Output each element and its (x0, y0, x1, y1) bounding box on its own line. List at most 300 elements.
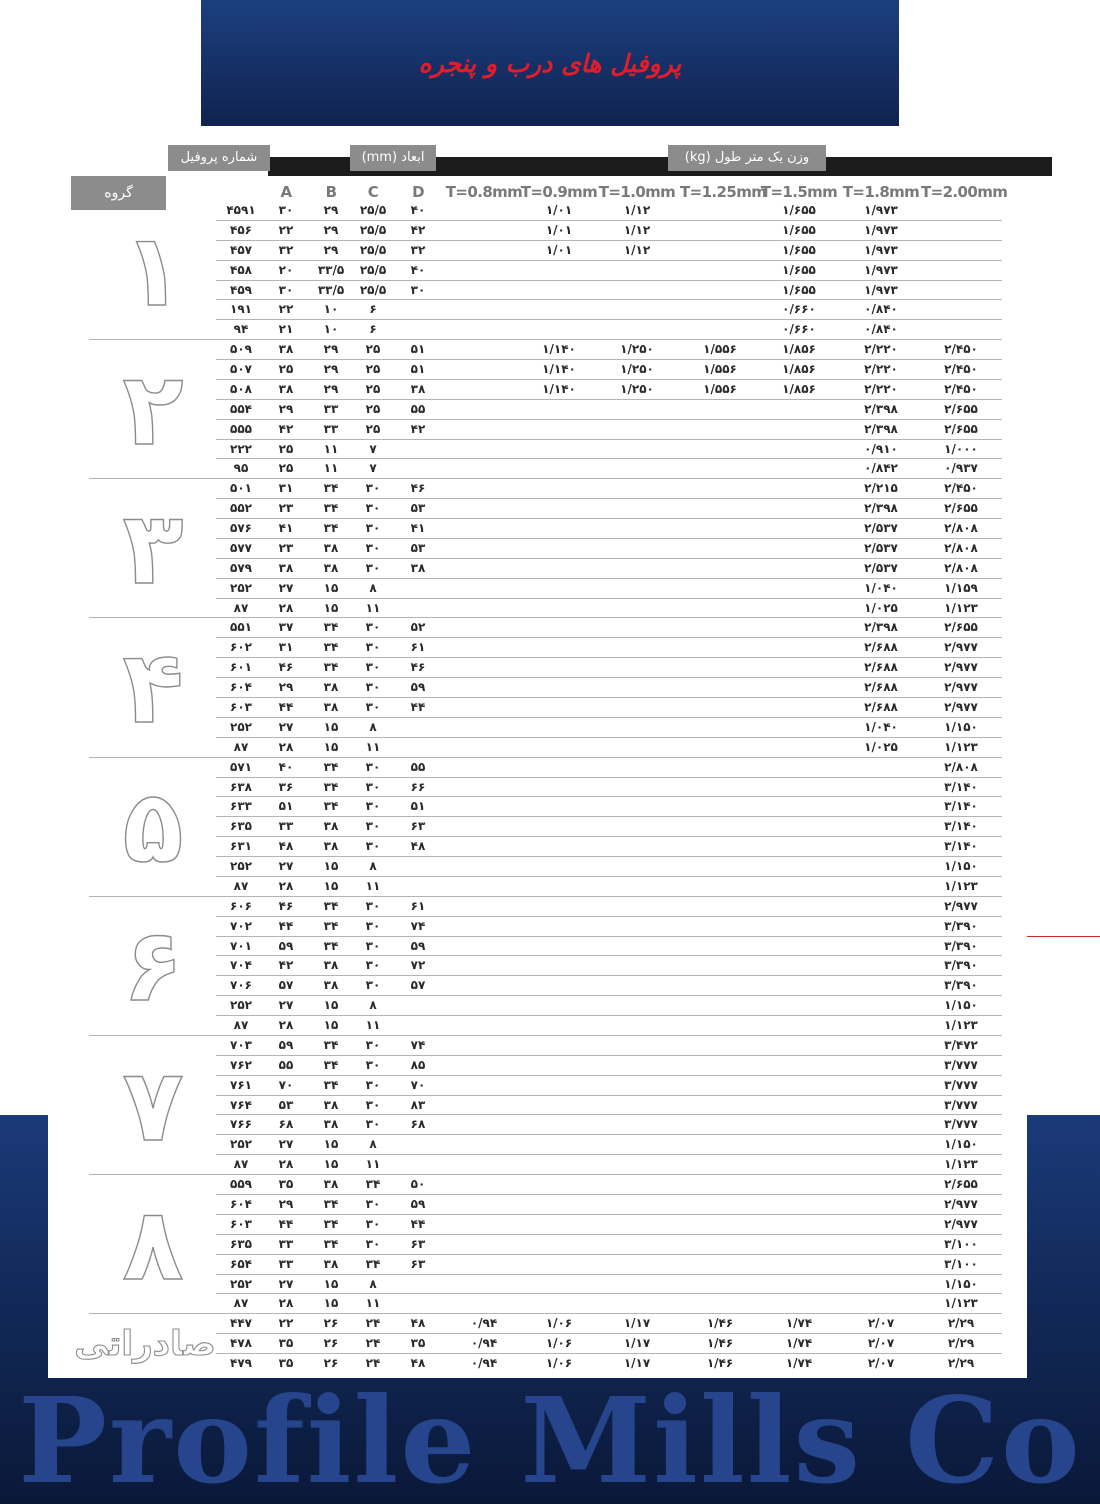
table-cell: ۳۳ (323, 401, 339, 416)
profile-number-cell: ۶۰۳ (230, 700, 252, 714)
table-cell: ۲۴ (365, 1336, 381, 1351)
profile-number-cell: ۲۵۲ (230, 1137, 252, 1152)
table-cell: ۶۶ (410, 779, 426, 794)
table-cell: ۲/۲۱۵ (864, 481, 898, 496)
table-cell: ۵۹ (410, 938, 426, 953)
table-cell: ۲/۶۸۸ (864, 700, 898, 714)
table-cell: ۳۵ (278, 1336, 294, 1351)
table-cell: ۰/۹۴ (470, 1316, 498, 1331)
table-cell: ۱/۱۲ (623, 222, 651, 237)
table-cell: ۳۸ (323, 978, 339, 993)
table-cell: ۳۰ (365, 700, 381, 714)
table-cell: ۳۰ (365, 938, 381, 953)
table-cell: ۲۹ (323, 362, 339, 377)
table-cell: ۵۵ (410, 401, 426, 416)
table-cell: ۳۰ (365, 481, 381, 496)
table-cell: ۱/۴۶ (706, 1336, 734, 1351)
profile-number-cell: ۶۳۸ (230, 779, 252, 794)
profile-number-cell: ۴۴۷ (230, 1316, 252, 1331)
table-cell: ۵۹ (278, 1037, 294, 1052)
table-cell: ۰/۹۳۷ (944, 461, 978, 476)
table-cell: ۳۰ (365, 1197, 381, 1211)
table-cell: ۳۸ (278, 342, 294, 357)
table-cell: ۳۴ (323, 1077, 339, 1092)
table-cell: ۳۴ (323, 938, 339, 953)
table-cell: ۲/۰۷ (867, 1336, 895, 1351)
table-cell: ۳۰ (365, 1216, 381, 1231)
profile-number-cell: ۹۵ (233, 461, 249, 476)
title-banner (201, 0, 899, 126)
table-cell: ۴۰ (410, 262, 426, 277)
table-cell: ۲/۶۵۵ (944, 1177, 978, 1192)
table-cell: ۴۲ (278, 421, 294, 436)
table-cell: ۷۰ (410, 1077, 426, 1092)
table-cell: ۵۵ (410, 759, 426, 774)
table-cell: ۱۱ (365, 600, 381, 615)
table-cell: ۳۴ (323, 799, 339, 814)
table-cell: ۵۱ (410, 799, 426, 814)
table-cell: ۲/۳۹۸ (864, 501, 898, 516)
table-cell: ۱/۹۷۳ (864, 242, 898, 257)
table-cell: ۲/۹۷۷ (944, 898, 978, 913)
table-cell: ۳۴ (323, 759, 339, 774)
group-label: گروه (71, 176, 166, 210)
table-cell: ۳۱ (278, 640, 294, 655)
table-cell: ۲/۲۹ (947, 1336, 975, 1351)
profile-number-cell: ۷۶۴ (230, 1097, 252, 1112)
profile-table-panel (48, 150, 1027, 1378)
column-header: A (280, 183, 292, 201)
table-cell: ۴۱ (410, 521, 426, 536)
table-cell: ۳۰ (365, 521, 381, 536)
table-cell: ۳/۱۰۰ (944, 1256, 978, 1271)
table-cell: ۵۱ (410, 342, 426, 357)
table-cell: ۱۵ (323, 1296, 339, 1311)
table-cell: ۱/۰۱ (545, 203, 573, 217)
table-cell: ۳۸ (410, 381, 426, 396)
table-cell: ۲/۲۲۰ (864, 381, 898, 396)
table-cell: ۴۲ (410, 421, 426, 436)
table-cell: ۱/۵۵۶ (703, 381, 737, 396)
table-cell: ۳۴ (365, 1256, 381, 1271)
table-cell: ۳/۱۴۰ (944, 799, 978, 814)
column-header: T=0.8mm (445, 183, 523, 201)
table-cell: ۳۰ (365, 1236, 381, 1251)
table-cell: ۲۷ (278, 1276, 294, 1291)
table-cell: ۰/۶۶۰ (782, 322, 816, 337)
table-cell: ۲/۸۰۸ (944, 521, 978, 536)
profile-number-cell: ۶۰۳ (230, 1216, 252, 1231)
table-cell: ۱۵ (323, 1137, 339, 1152)
table-cell: ۳۰ (365, 839, 381, 854)
table-cell: ۳۴ (365, 1177, 381, 1192)
table-cell: ۲۸ (278, 1157, 294, 1172)
table-cell: ۳۸ (323, 560, 339, 575)
group-number-label: صادراتی (74, 1324, 216, 1365)
group-number-label: ۵ (122, 768, 184, 886)
table-cell: ۵۹ (410, 1197, 426, 1211)
table-cell: ۱۱ (365, 1018, 381, 1033)
profile-number-cell: ۵۰۹ (230, 342, 252, 357)
profile-number-cell: ۹۴ (233, 322, 249, 337)
table-cell: ۲۶ (323, 1336, 339, 1351)
table-cell: ۳۰ (410, 282, 426, 297)
table-cell: ۳۰ (365, 1037, 381, 1052)
table-cell: ۳/۳۹۰ (944, 978, 978, 993)
table-cell: ۳۰ (365, 978, 381, 993)
profile-number-cell: ۷۶۲ (230, 1057, 252, 1072)
table-cell: ۷۰ (278, 1077, 294, 1092)
table-cell: ۴۲ (410, 222, 426, 237)
table-cell: ۲۵ (365, 421, 381, 436)
table-cell: ۱/۰۴۰ (864, 719, 898, 734)
profile-number-cell: ۵۷۷ (230, 540, 252, 555)
table-cell: ۴۸ (410, 1316, 426, 1331)
table-cell: ۳۴ (323, 521, 339, 536)
table-cell: ۵۵ (278, 1057, 294, 1072)
table-cell: ۲۷ (278, 580, 294, 595)
column-header: T=0.9mm (520, 183, 598, 201)
table-cell: ۳۰ (365, 759, 381, 774)
table-cell: ۳۳ (278, 819, 294, 834)
table-cell: ۵۹ (410, 680, 426, 695)
table-cell: ۱/۰۲۵ (864, 600, 898, 615)
table-cell: ۴۴ (410, 700, 426, 714)
table-cell: ۲/۶۸۸ (864, 660, 898, 675)
table-cell: ۲۲ (278, 1316, 294, 1331)
table-cell: ۵۳ (278, 1097, 294, 1112)
column-header: T=1.0mm (598, 183, 676, 201)
table-cell: ۳/۷۷۷ (944, 1097, 978, 1112)
table-cell: ۳۴ (323, 898, 339, 913)
table-cell: ۲۹ (278, 680, 294, 695)
profile-number-cell: ۲۵۲ (230, 859, 252, 874)
table-cell: ۲۵ (365, 362, 381, 377)
table-cell: ۴۱ (278, 521, 294, 536)
table-cell: ۳۸ (323, 680, 339, 695)
table-cell: ۷۴ (410, 1037, 426, 1052)
table-cell: ۳۴ (323, 1197, 339, 1211)
profile-number-cell: ۵۷۹ (230, 560, 252, 575)
table-cell: ۱/۰۲۵ (864, 739, 898, 754)
table-cell: ۲/۶۵۵ (944, 401, 978, 416)
table-cell: ۱۵ (323, 998, 339, 1013)
table-cell: ۳۸ (323, 839, 339, 854)
profile-number-cell: ۷۶۱ (230, 1077, 252, 1092)
table-cell: ۴۴ (278, 1216, 294, 1231)
table-cell: ۴۸ (410, 839, 426, 854)
table-cell: ۴۴ (278, 700, 294, 714)
decorative-red-line (1027, 936, 1100, 937)
group-number-label: ۴ (122, 629, 184, 747)
table-cell: ۲/۹۷۷ (944, 700, 978, 714)
group-number-label: ۶ (122, 907, 184, 1025)
profile-number-cell: ۷۰۲ (230, 918, 252, 933)
profile-number-cell: ۸۷ (233, 1296, 249, 1311)
table-cell: ۲/۸۰۸ (944, 540, 978, 555)
table-cell: ۵۳ (410, 501, 426, 516)
table-cell: ۶۱ (410, 640, 426, 655)
table-cell: ۳/۱۰۰ (944, 1236, 978, 1251)
table-cell: ۱/۱۵۰ (944, 1276, 978, 1291)
profile-number-cell: ۲۵۲ (230, 998, 252, 1013)
profile-number-cell: ۷۶۶ (230, 1117, 252, 1132)
table-cell: ۳۸ (323, 540, 339, 555)
table-cell: ۲/۳۹۸ (864, 401, 898, 416)
profile-number-cell: ۴۵۷ (230, 242, 252, 257)
table-cell: ۱/۱۲۳ (944, 600, 978, 615)
table-cell: ۲/۶۸۸ (864, 680, 898, 695)
table-cell: ۳۸ (278, 560, 294, 575)
table-cell: ۸ (369, 1137, 377, 1152)
table-cell: ۳۰ (278, 282, 294, 297)
table-cell: ۱۱ (365, 878, 381, 893)
table-cell: ۳۸ (323, 1177, 339, 1192)
table-cell: ۱/۶۵۵ (782, 242, 816, 257)
table-cell: ۳/۱۴۰ (944, 779, 978, 794)
table-cell: ۲/۹۷۷ (944, 1216, 978, 1231)
table-cell: ۳۴ (323, 501, 339, 516)
table-cell: ۸ (369, 998, 377, 1013)
table-cell: ۱/۰۶ (545, 1336, 573, 1351)
table-cell: ۲۵ (365, 381, 381, 396)
table-cell: ۲/۴۵۰ (944, 381, 978, 396)
table-cell: ۴۶ (278, 898, 294, 913)
column-header: B (325, 183, 337, 201)
table-cell: ۱/۵۵۶ (703, 362, 737, 377)
profile-number-cell: ۶۰۶ (230, 898, 252, 913)
table-cell: ۳۰ (365, 958, 381, 973)
table-cell: ۱/۱۵۰ (944, 1137, 978, 1152)
table-cell: ۳/۷۷۷ (944, 1117, 978, 1132)
table-cell: ۱/۴۶ (706, 1316, 734, 1331)
table-cell: ۴۰ (278, 759, 294, 774)
table-cell: ۳۰ (365, 540, 381, 555)
profile-number-cell: ۶۵۴ (230, 1256, 252, 1271)
table-cell: ۰/۹۱۰ (864, 441, 898, 456)
table-cell: ۳۴ (323, 660, 339, 675)
table-cell: ۳۵ (278, 1177, 294, 1192)
column-header: T=1.8mm (842, 183, 920, 201)
table-cell: ۷۴ (410, 918, 426, 933)
table-cell: ۱/۰۶ (545, 1316, 573, 1331)
table-cell: ۱/۷۴ (785, 1356, 813, 1371)
table-cell: ۳۸ (323, 700, 339, 714)
table-cell: ۴۶ (278, 660, 294, 675)
table-cell: ۲۹ (323, 242, 339, 257)
table-cell: ۳۸ (323, 819, 339, 834)
table-cell: ۱۵ (323, 739, 339, 754)
table-cell: ۳/۱۴۰ (944, 819, 978, 834)
table-cell: ۱/۱۴۰ (542, 381, 576, 396)
table-cell: ۰/۹۴ (470, 1356, 498, 1371)
table-cell: ۱/۲۵۰ (620, 342, 654, 357)
table-cell: ۲/۹۷۷ (944, 1197, 978, 1211)
profile-number-cell: ۴۵۹۱ (226, 203, 256, 217)
profile-number-cell: ۸۷ (233, 1157, 249, 1172)
table-cell: ۱/۹۷۳ (864, 282, 898, 297)
group-number-label: ۷ (122, 1046, 184, 1164)
table-cell: ۲/۹۷۷ (944, 660, 978, 675)
table-cell: ۱/۱۲۳ (944, 1157, 978, 1172)
table-cell: ۱۰ (323, 302, 339, 317)
table-cell: ۴۸ (278, 839, 294, 854)
company-watermark: Profile Mills Co (18, 1378, 1082, 1504)
table-cell: ۲۵/۵ (359, 203, 387, 217)
table-cell: ۲۵/۵ (359, 222, 387, 237)
table-cell: ۲۷ (278, 859, 294, 874)
profile-number-cell: ۵۰۱ (230, 481, 252, 496)
table-cell: ۱۵ (323, 719, 339, 734)
table-cell: ۲۵ (278, 362, 294, 377)
table-cell: ۱۰ (323, 322, 339, 337)
table-cell: ۳۸ (278, 381, 294, 396)
table-cell: ۳۰ (365, 819, 381, 834)
table-cell: ۱/۱۵۰ (944, 719, 978, 734)
weight-per-meter-label: وزن یک متر طول (kg) (668, 145, 826, 171)
profile-number-cell: ۴۷۹ (230, 1356, 252, 1371)
table-cell: ۳۰ (365, 779, 381, 794)
table-cell: ۳۰ (365, 660, 381, 675)
dimensions-label: ابعاد (mm) (350, 145, 436, 171)
table-cell: ۱/۰۱ (545, 222, 573, 237)
table-cell: ۱/۷۴ (785, 1316, 813, 1331)
table-cell: ۴۴ (410, 1216, 426, 1231)
table-cell: ۳۰ (365, 1097, 381, 1112)
profile-number-cell: ۷۰۳ (230, 1037, 252, 1052)
table-cell: ۲۸ (278, 739, 294, 754)
table-cell: ۳۴ (323, 620, 339, 635)
profile-number-cell: ۵۰۸ (230, 381, 252, 396)
table-cell: ۶ (369, 302, 377, 317)
column-header: C (367, 183, 379, 201)
profile-number-cell: ۶۳۵ (230, 1236, 252, 1251)
profile-number-cell: ۶۳۱ (230, 839, 252, 854)
table-cell: ۸ (369, 719, 377, 734)
table-cell: ۱۱ (365, 1296, 381, 1311)
table-cell: ۳۴ (323, 1057, 339, 1072)
table-cell: ۳۰ (365, 898, 381, 913)
profile-number-cell: ۸۷ (233, 739, 249, 754)
profile-number-cell: ۵۵۹ (230, 1177, 252, 1192)
table-cell: ۳۱ (278, 481, 294, 496)
table-cell: ۲۹ (323, 342, 339, 357)
table-cell: ۳۳/۵ (317, 262, 345, 277)
table-cell: ۱/۱۲ (623, 242, 651, 257)
table-cell: ۳۴ (323, 1216, 339, 1231)
table-cell: ۳۰ (365, 1117, 381, 1132)
table-cell: ۶۳ (410, 1236, 426, 1251)
table-cell: ۳۸ (410, 560, 426, 575)
table-cell: ۱/۸۵۶ (782, 362, 816, 377)
profile-number-cell: ۴۷۸ (230, 1336, 252, 1351)
table-cell: ۱/۱۲ (623, 203, 651, 217)
profile-number-cell: ۸۷ (233, 878, 249, 893)
profile-number-cell: ۲۲۲ (230, 441, 252, 456)
table-cell: ۲۳ (278, 540, 294, 555)
table-cell: ۵۳ (410, 540, 426, 555)
table-cell: ۷ (369, 441, 377, 456)
table-cell: ۱۱ (365, 739, 381, 754)
table-cell: ۱/۸۵۶ (782, 381, 816, 396)
table-cell: ۲۹ (323, 222, 339, 237)
profile-number-cell: ۶۳۳ (230, 799, 252, 814)
table-cell: ۲۷ (278, 1137, 294, 1152)
table-cell: ۳/۷۷۷ (944, 1057, 978, 1072)
table-cell: ۷ (369, 461, 377, 476)
table-cell: ۳۴ (323, 779, 339, 794)
table-cell: ۱۵ (323, 1276, 339, 1291)
table-cell: ۵۱ (278, 799, 294, 814)
column-header: D (412, 183, 424, 201)
table-cell: ۱/۱۲۳ (944, 1296, 978, 1311)
table-cell: ۲۵ (278, 441, 294, 456)
profile-number-cell: ۴۵۹ (230, 282, 252, 297)
table-cell: ۲۵ (365, 401, 381, 416)
profile-number-cell: ۶۰۴ (230, 680, 252, 695)
table-cell: ۱/۲۵۰ (620, 381, 654, 396)
table-cell: ۲۹ (278, 1197, 294, 1211)
table-cell: ۱/۰۰۰ (944, 441, 978, 456)
table-cell: ۳۴ (323, 481, 339, 496)
table-cell: ۱/۹۷۳ (864, 222, 898, 237)
profile-number-cell: ۶۰۱ (230, 660, 252, 675)
table-cell: ۶۳ (410, 819, 426, 834)
table-cell: ۵۷ (410, 978, 426, 993)
table-cell: ۲/۲۲۰ (864, 362, 898, 377)
table-cell: ۰/۸۴۲ (864, 461, 898, 476)
table-cell: ۴۰ (410, 203, 426, 217)
table-cell: ۳۰ (365, 501, 381, 516)
table-cell: ۵۹ (278, 938, 294, 953)
table-cell: ۳۳ (278, 1256, 294, 1271)
table-cell: ۱/۶۵۵ (782, 282, 816, 297)
table-cell: ۲/۶۵۵ (944, 620, 978, 635)
table-cell: ۳۸ (323, 1256, 339, 1271)
table-cell: ۳/۴۷۲ (944, 1037, 978, 1052)
table-cell: ۱/۰۴۰ (864, 580, 898, 595)
profile-number-cell: ۵۷۶ (230, 521, 252, 536)
table-cell: ۷۲ (410, 958, 426, 973)
table-cell: ۲/۴۵۰ (944, 481, 978, 496)
table-cell: ۳/۳۹۰ (944, 938, 978, 953)
table-cell: ۱/۱۷ (623, 1316, 651, 1331)
table-cell: ۳/۳۹۰ (944, 958, 978, 973)
table-cell: ۲/۲۹ (947, 1316, 975, 1331)
profile-number-cell: ۲۵۲ (230, 1276, 252, 1291)
table-cell: ۱/۱۵۰ (944, 859, 978, 874)
table-cell: ۶۳ (410, 1256, 426, 1271)
table-cell: ۱۵ (323, 859, 339, 874)
table-cell: ۲/۰۷ (867, 1356, 895, 1371)
table-cell: ۸ (369, 859, 377, 874)
table-cell: ۲/۴۵۰ (944, 342, 978, 357)
table-cell: ۳۵ (410, 1336, 426, 1351)
profile-number-cell: ۷۰۴ (230, 958, 252, 973)
table-cell: ۲/۴۵۰ (944, 362, 978, 377)
table-cell: ۲۱ (278, 322, 294, 337)
table-cell: ۱/۹۷۳ (864, 203, 898, 217)
table-cell: ۲/۶۵۵ (944, 501, 978, 516)
column-header: T=1.25mm (680, 183, 767, 201)
table-cell: ۲۸ (278, 878, 294, 893)
table-cell: ۲/۰۷ (867, 1316, 895, 1331)
table-cell: ۱/۶۵۵ (782, 203, 816, 217)
table-cell: ۴۴ (278, 918, 294, 933)
table-cell: ۳۰ (365, 620, 381, 635)
table-cell: ۳۵ (278, 1356, 294, 1371)
profile-number-cell: ۷۰۶ (230, 978, 252, 993)
